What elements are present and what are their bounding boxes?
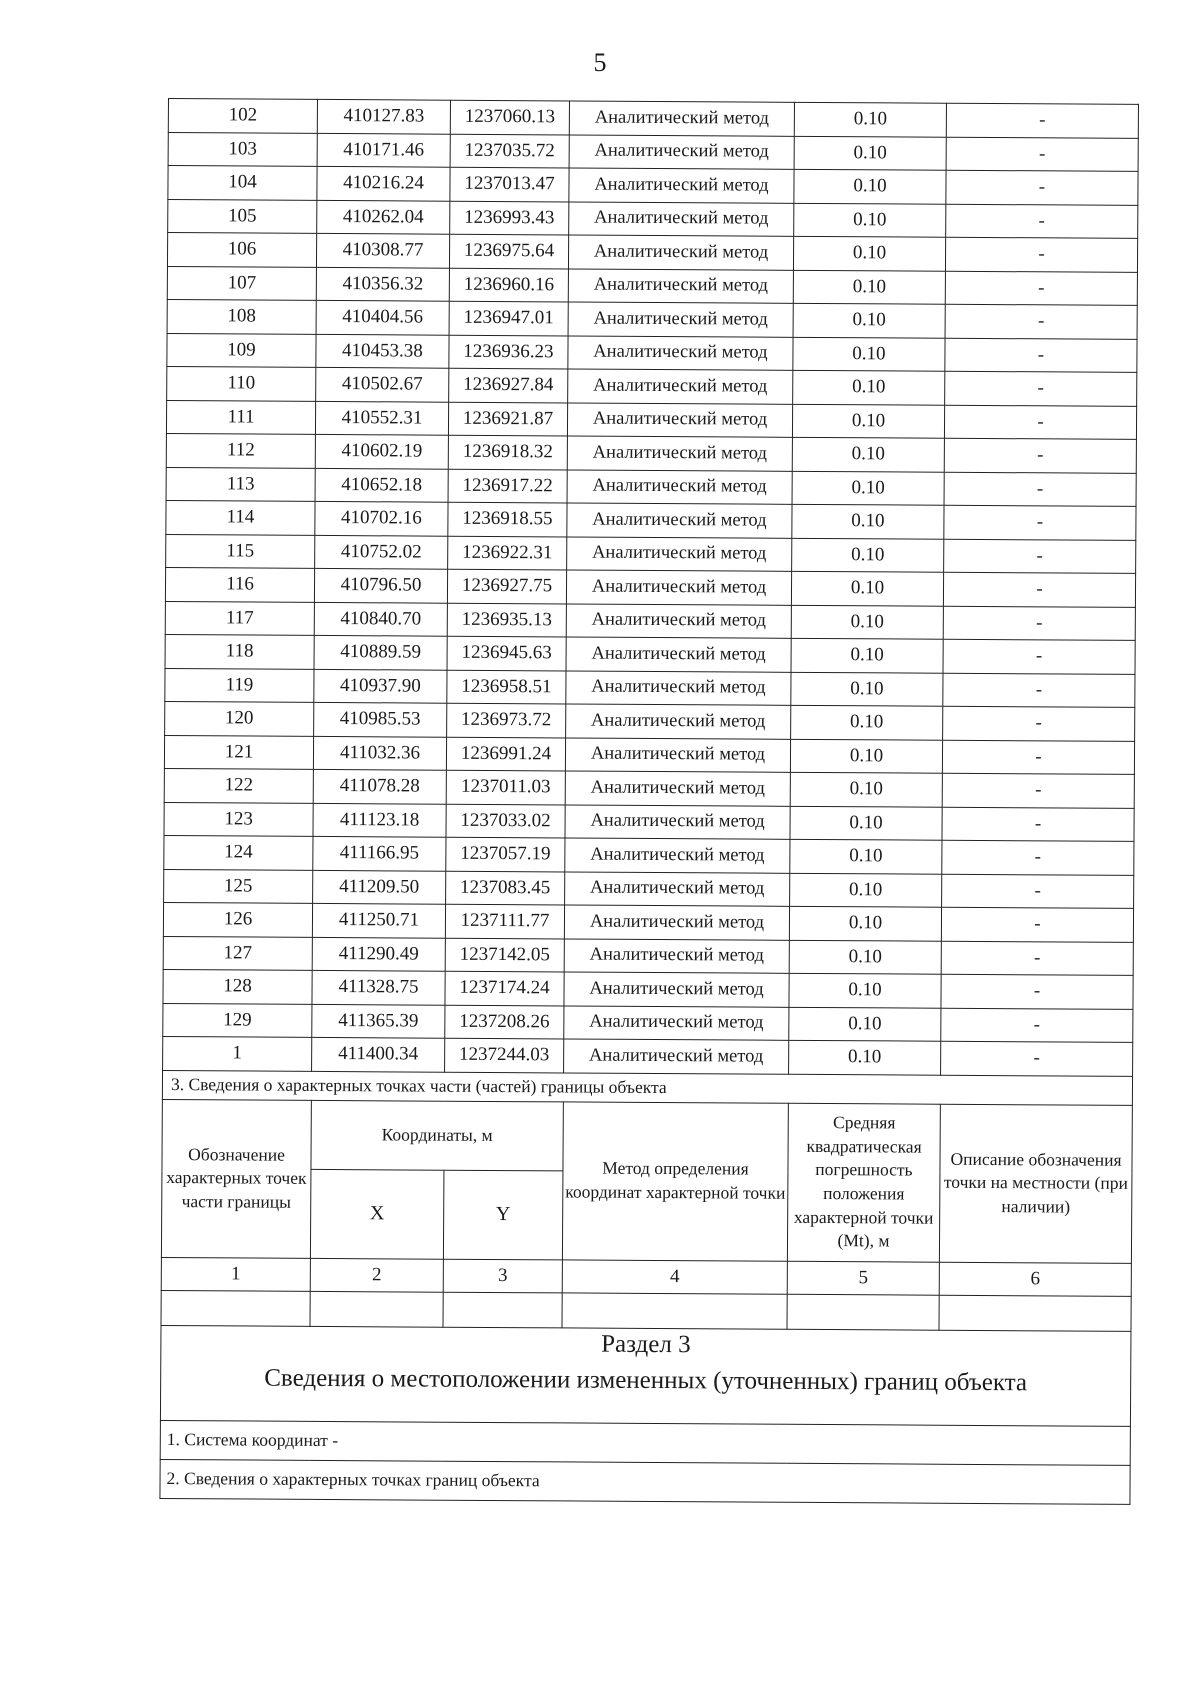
header-x: X: [310, 1169, 444, 1259]
coord-y: 1236975.64: [449, 234, 568, 268]
description: -: [941, 907, 1133, 942]
point-id: 115: [166, 534, 315, 568]
method: Аналитический метод: [566, 704, 791, 739]
coord-x: 411250.71: [312, 903, 445, 937]
point-id: 112: [166, 433, 315, 467]
description: -: [946, 204, 1138, 239]
column-number: 1: [161, 1257, 310, 1291]
coord-y: 1236935.13: [447, 603, 566, 637]
accuracy: 0.10: [793, 236, 945, 270]
header-y: Y: [443, 1170, 563, 1260]
column-number: 4: [562, 1259, 787, 1293]
header-coordinates: Координаты, м: [311, 1100, 563, 1171]
description: -: [943, 706, 1135, 741]
description: -: [942, 807, 1134, 842]
point-id: 106: [167, 233, 316, 267]
coord-y: 1236918.55: [448, 502, 567, 536]
accuracy: 0.10: [793, 303, 945, 337]
description: -: [942, 840, 1134, 875]
method: Аналитический метод: [568, 268, 793, 303]
section3-subtitle: Сведения о местоположении измененных (уточненных) границ объекта: [160, 1357, 1130, 1425]
accuracy: 0.10: [794, 203, 946, 237]
method: Аналитический метод: [565, 771, 790, 806]
accuracy: 0.10: [793, 337, 945, 371]
method: Аналитический метод: [568, 302, 793, 337]
point-id: 110: [167, 366, 316, 400]
accuracy: 0.10: [793, 270, 945, 304]
description: -: [941, 1041, 1133, 1076]
description: -: [944, 505, 1136, 540]
coord-y: 1236973.72: [447, 703, 566, 737]
accuracy: 0.10: [791, 571, 943, 605]
coord-x: 410127.83: [317, 99, 450, 133]
accuracy: 0.10: [792, 504, 944, 538]
coord-y: 1237035.72: [450, 134, 569, 168]
empty-cell: [161, 1290, 310, 1326]
point-id: 103: [168, 132, 317, 166]
section3-subtitle-row: [160, 1357, 1130, 1425]
method: Аналитический метод: [566, 670, 791, 705]
method: Аналитический метод: [564, 938, 789, 973]
parts-section-title: 3. Сведения о характерных точках части (частей) границы объекта: [162, 1070, 1132, 1105]
coord-x: 410404.56: [316, 300, 449, 334]
coord-y: 1236991.24: [446, 737, 565, 771]
method: Аналитический метод: [565, 804, 790, 839]
coord-x: 410840.70: [314, 602, 447, 636]
point-id: 108: [167, 299, 316, 333]
method: Аналитический метод: [567, 469, 792, 504]
coord-system: 1. Система координат -: [160, 1420, 1130, 1465]
description: -: [944, 438, 1136, 473]
description: -: [945, 237, 1137, 272]
point-id: 119: [165, 668, 314, 702]
coord-x: 410262.04: [317, 200, 450, 234]
description: -: [945, 338, 1137, 373]
header-accuracy: Средняя квадратическая погрешность положения характерной точки (Mt), м: [787, 1103, 940, 1262]
point-id: 120: [165, 701, 314, 735]
method: Аналитический метод: [567, 436, 792, 471]
accuracy: 0.10: [789, 1007, 941, 1041]
coord-y: 1236921.87: [448, 402, 567, 436]
point-id: 128: [163, 969, 312, 1003]
accuracy: 0.10: [790, 806, 942, 840]
empty-cell: [443, 1292, 562, 1328]
point-id: 109: [167, 333, 316, 367]
accuracy: 0.10: [794, 136, 946, 170]
method: Аналитический метод: [566, 603, 791, 638]
accuracy: 0.10: [791, 638, 943, 672]
coord-system-row: [160, 1420, 1130, 1465]
description: -: [942, 740, 1134, 775]
document-sheet: [159, 98, 1138, 1504]
point-id: 124: [164, 835, 313, 869]
coord-x: 411290.49: [312, 937, 445, 971]
coord-x: 410308.77: [316, 233, 449, 267]
coord-x: 410985.53: [314, 702, 447, 736]
empty-cell: [310, 1291, 443, 1327]
description: -: [944, 405, 1136, 440]
coord-x: 410752.02: [315, 535, 448, 569]
coord-y: 1236993.43: [450, 201, 569, 235]
coord-x: 411166.95: [313, 836, 446, 870]
point-id: 125: [164, 869, 313, 903]
coord-x: 410602.19: [315, 434, 448, 468]
point-id: 107: [167, 266, 316, 300]
method: Аналитический метод: [567, 536, 792, 571]
header-method: Метод определения координат характерной точки: [562, 1101, 788, 1260]
coord-x: 411078.28: [313, 769, 446, 803]
description: -: [944, 472, 1136, 507]
description: -: [945, 271, 1137, 306]
method: Аналитический метод: [568, 235, 793, 270]
method: Аналитический метод: [567, 503, 792, 538]
empty-cell: [562, 1292, 787, 1328]
description: -: [943, 606, 1135, 641]
method: Аналитический метод: [568, 335, 793, 370]
description: -: [946, 137, 1138, 172]
coord-y: 1237013.47: [450, 167, 569, 201]
coord-y: 1236960.16: [449, 268, 568, 302]
points-table-body: [163, 99, 1139, 1076]
coord-y: 1237174.24: [445, 971, 564, 1005]
description: -: [943, 673, 1135, 708]
empty-cell: [939, 1295, 1131, 1331]
coord-x: 410453.38: [316, 334, 449, 368]
description: -: [946, 103, 1138, 138]
point-id: 127: [163, 936, 312, 970]
method: Аналитический метод: [566, 637, 791, 672]
point-id: 118: [165, 634, 314, 668]
method: Аналитический метод: [564, 905, 789, 940]
point-id: 1: [163, 1036, 312, 1070]
points-info: 2. Сведения о характерных точках границ объекта: [160, 1459, 1130, 1504]
method: Аналитический метод: [564, 1005, 789, 1040]
header-description: Описание обозначения точки на местности (при наличии): [939, 1104, 1132, 1263]
coord-y: 1237011.03: [446, 770, 565, 804]
coord-x: 410702.16: [315, 501, 448, 535]
accuracy: 0.10: [791, 672, 943, 706]
point-id: 121: [164, 735, 313, 769]
column-number: 2: [310, 1258, 443, 1292]
accuracy: 0.10: [789, 973, 941, 1007]
coord-x: 411032.36: [313, 736, 446, 770]
parts-table-header: [161, 1099, 1132, 1263]
coord-x: 410937.90: [314, 669, 447, 703]
description: -: [946, 170, 1138, 205]
accuracy: 0.10: [792, 538, 944, 572]
coord-x: 410796.50: [314, 568, 447, 602]
description: -: [941, 974, 1133, 1009]
header-point-designation: Обозначение характерных точек части границы: [161, 1099, 311, 1258]
accuracy: 0.10: [792, 404, 944, 438]
point-id: 104: [168, 166, 317, 200]
coord-x: 411123.18: [313, 803, 446, 837]
coord-x: 411209.50: [313, 870, 446, 904]
accuracy: 0.10: [792, 471, 944, 505]
point-id: 129: [163, 1003, 312, 1037]
coord-y: 1237244.03: [445, 1038, 564, 1072]
section3-title: Раздел 3: [161, 1325, 1131, 1363]
accuracy: 0.10: [791, 705, 943, 739]
description: -: [941, 1008, 1133, 1043]
coord-x: 411365.39: [312, 1004, 445, 1038]
column-number: 6: [939, 1262, 1131, 1296]
coord-x: 410356.32: [316, 267, 449, 301]
point-id: 116: [165, 567, 314, 601]
coord-y: 1236927.75: [447, 569, 566, 603]
description: -: [942, 773, 1134, 808]
coord-x: 411328.75: [312, 970, 445, 1004]
coord-y: 1236918.32: [448, 435, 567, 469]
method: Аналитический метод: [566, 570, 791, 605]
description: -: [941, 941, 1133, 976]
point-id: 126: [163, 902, 312, 936]
accuracy: 0.10: [794, 169, 946, 203]
method: Аналитический метод: [565, 737, 790, 772]
coord-y: 1236922.31: [448, 536, 567, 570]
accuracy: 0.10: [790, 739, 942, 773]
accuracy: 0.10: [791, 605, 943, 639]
coord-x: 410652.18: [315, 468, 448, 502]
method: Аналитический метод: [569, 201, 794, 236]
coord-x: 410502.67: [316, 367, 449, 401]
point-id: 123: [164, 802, 313, 836]
points-info-row: [160, 1459, 1130, 1504]
empty-cell: [787, 1294, 939, 1330]
method: Аналитический метод: [569, 134, 794, 169]
accuracy: 0.10: [790, 873, 942, 907]
boundary-points-table: [159, 98, 1139, 1504]
point-id: 111: [166, 400, 315, 434]
point-id: 113: [166, 467, 315, 501]
coord-x: 411400.34: [312, 1037, 445, 1071]
description: -: [944, 539, 1136, 574]
empty-data-row: [161, 1290, 1131, 1331]
accuracy: 0.10: [793, 370, 945, 404]
coord-y: 1237060.13: [450, 100, 569, 134]
method: Аналитический метод: [564, 972, 789, 1007]
coord-y: 1236945.63: [447, 636, 566, 670]
coord-y: 1237142.05: [445, 938, 564, 972]
method: Аналитический метод: [565, 838, 790, 873]
coord-y: 1237083.45: [446, 871, 565, 905]
coord-y: 1236958.51: [447, 670, 566, 704]
method: Аналитический метод: [567, 402, 792, 437]
page-number: 5: [593, 48, 607, 77]
coord-y: 1236927.84: [449, 368, 568, 402]
method: Аналитический метод: [564, 1039, 789, 1074]
accuracy: 0.10: [794, 102, 946, 136]
coord-x: 410171.46: [317, 133, 450, 167]
coord-y: 1236917.22: [448, 469, 567, 503]
accuracy: 0.10: [789, 1040, 941, 1074]
coord-y: 1237057.19: [446, 837, 565, 871]
column-number: 5: [787, 1261, 939, 1295]
coord-y: 1237033.02: [446, 804, 565, 838]
point-id: 102: [168, 99, 317, 133]
description: -: [942, 874, 1134, 909]
method: Аналитический метод: [568, 369, 793, 404]
accuracy: 0.10: [789, 940, 941, 974]
method: Аналитический метод: [569, 101, 794, 136]
description: -: [943, 639, 1135, 674]
coord-y: 1237111.77: [445, 904, 564, 938]
point-id: 117: [165, 601, 314, 635]
accuracy: 0.10: [790, 839, 942, 873]
point-id: 122: [164, 768, 313, 802]
description: -: [945, 371, 1137, 406]
method: Аналитический метод: [565, 871, 790, 906]
method: Аналитический метод: [569, 168, 794, 203]
accuracy: 0.10: [790, 772, 942, 806]
coord-x: 410889.59: [314, 635, 447, 669]
column-number: 3: [443, 1259, 562, 1293]
description: -: [943, 572, 1135, 607]
coord-x: 410216.24: [317, 166, 450, 200]
accuracy: 0.10: [789, 906, 941, 940]
point-id: 105: [168, 199, 317, 233]
point-id: 114: [166, 500, 315, 534]
coord-y: 1236936.23: [449, 335, 568, 369]
coord-y: 1236947.01: [449, 301, 568, 335]
coord-y: 1237208.26: [445, 1005, 564, 1039]
accuracy: 0.10: [792, 437, 944, 471]
coord-x: 410552.31: [315, 401, 448, 435]
description: -: [945, 304, 1137, 339]
